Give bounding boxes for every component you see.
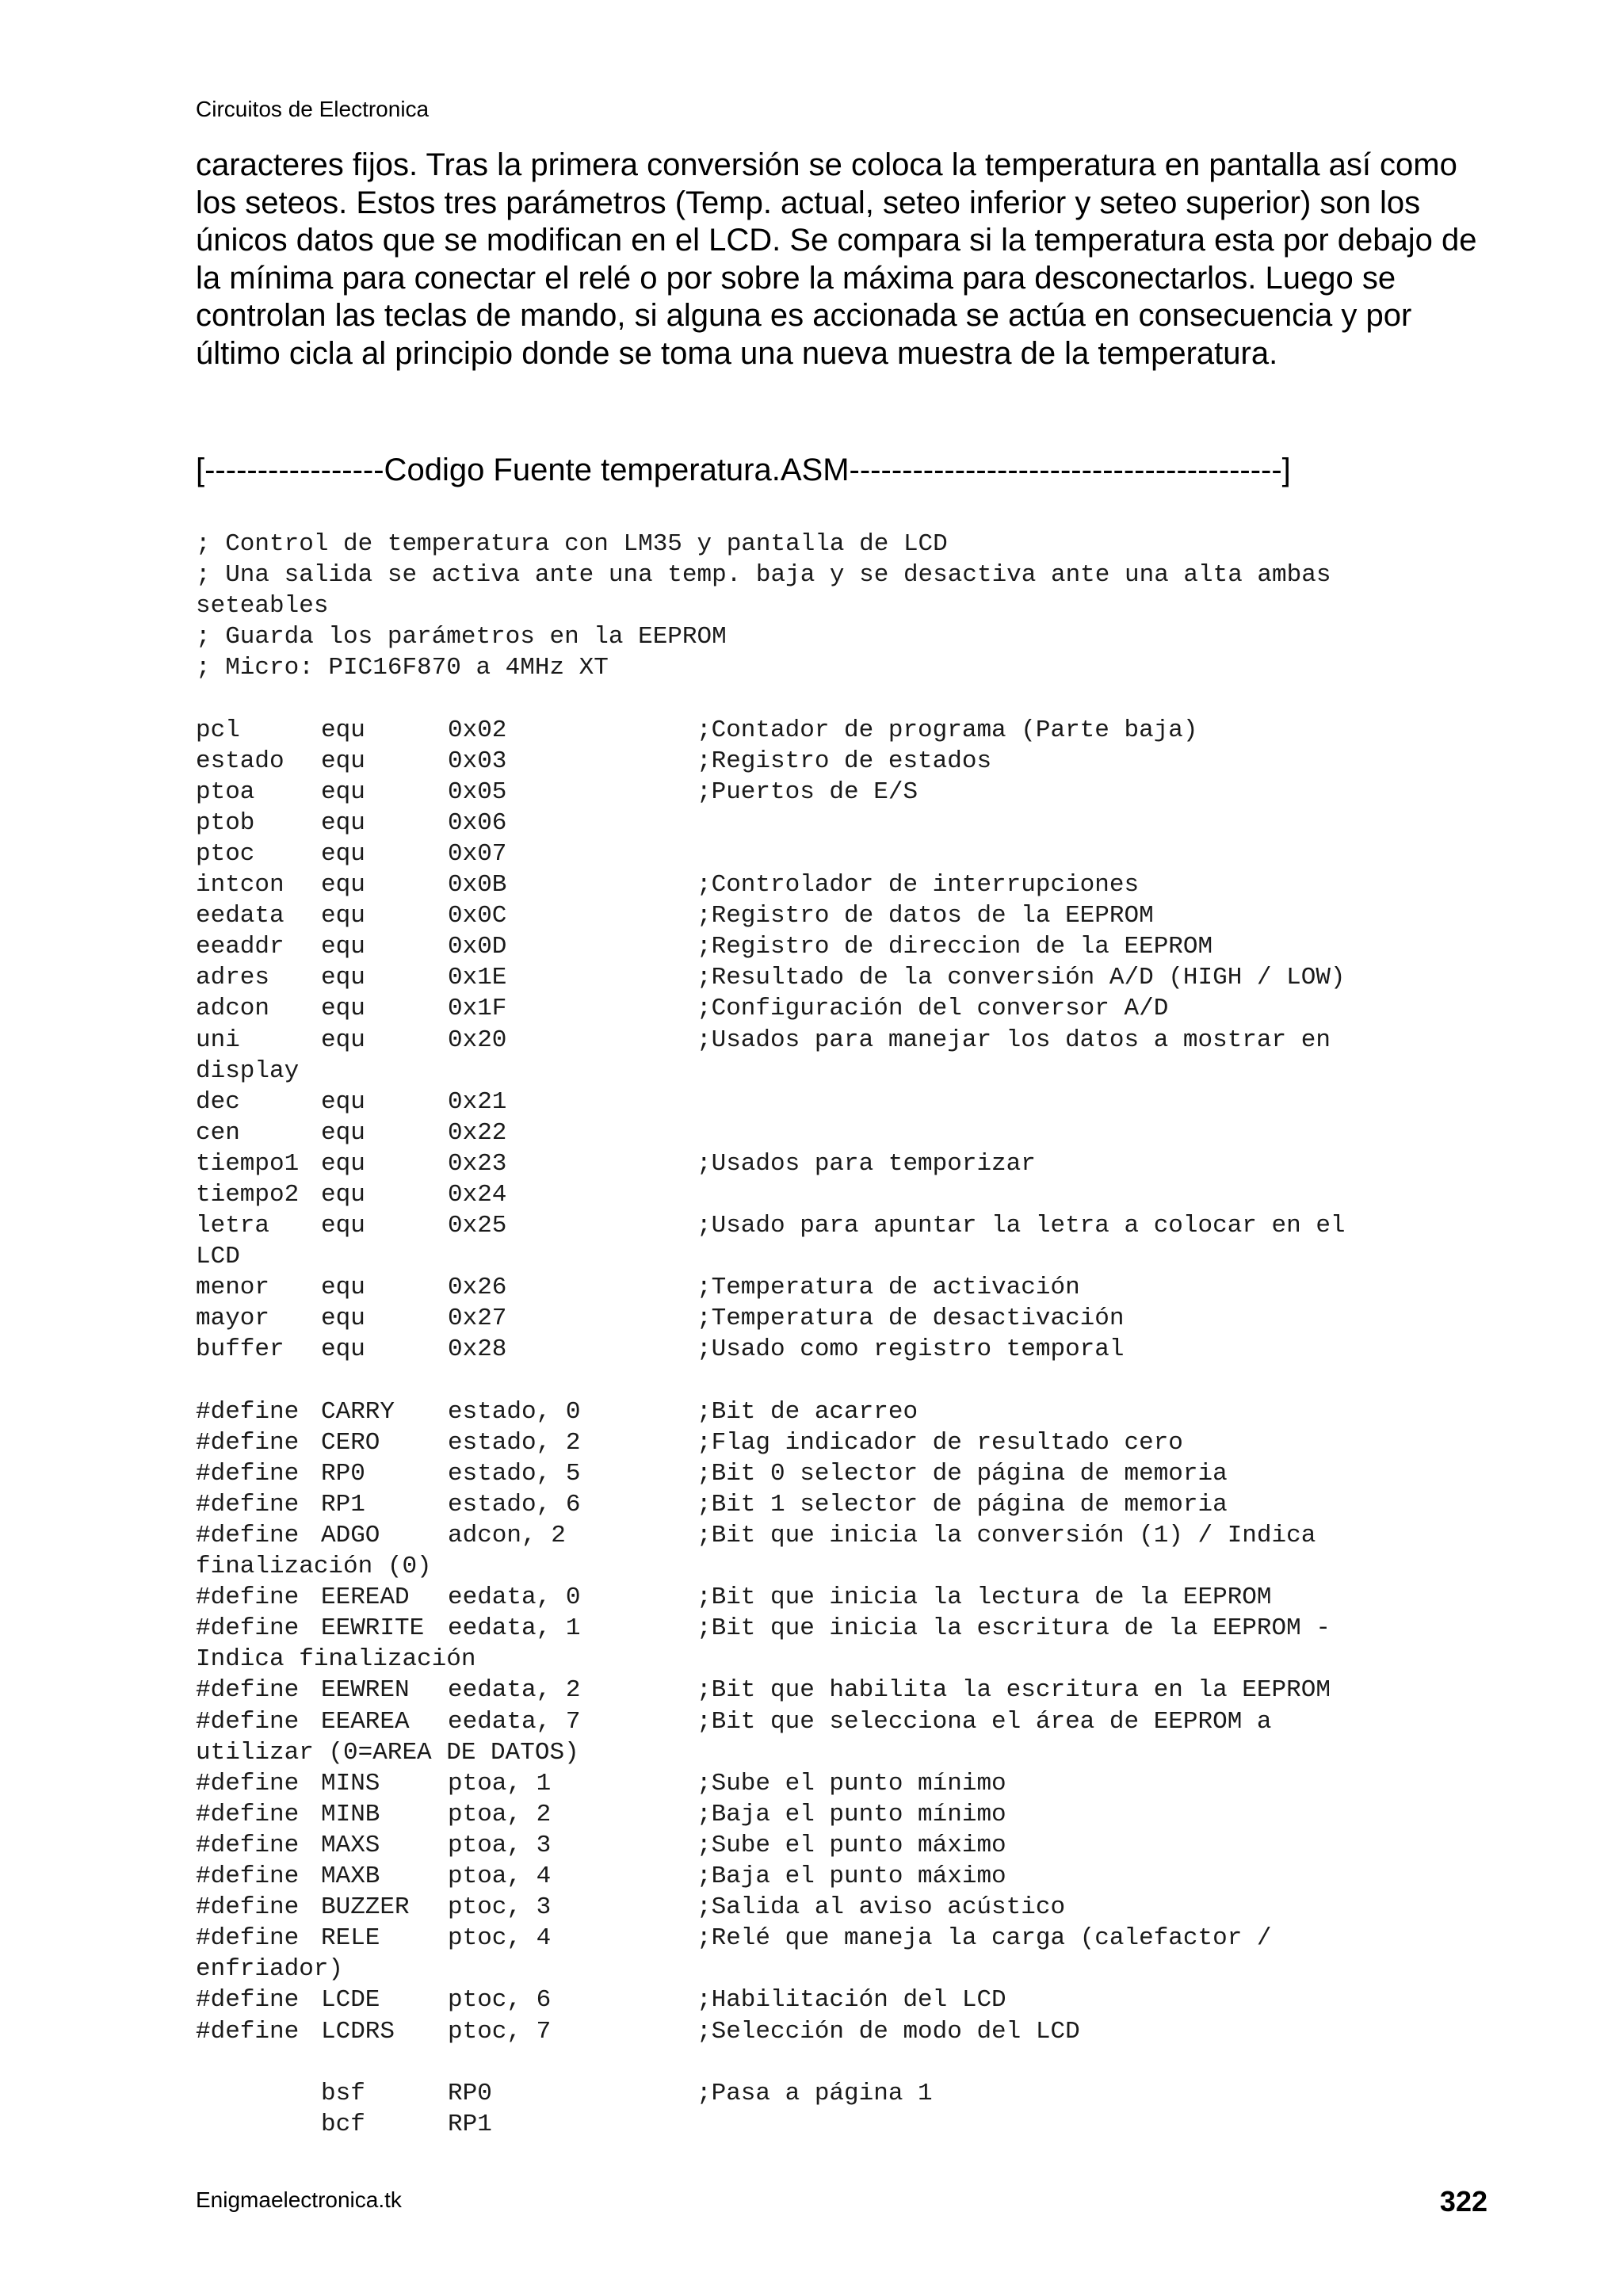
code-directive: equ (321, 1335, 365, 1364)
code-operand: ptoc, 4 (448, 1924, 552, 1953)
code-label: #define (196, 1707, 300, 1736)
code-operand: ptoa, 4 (448, 1862, 552, 1891)
code-directive: equ (321, 1212, 365, 1240)
define-line (196, 1396, 1495, 1427)
code-comment: ;Flag indicador de resultado cero (697, 1428, 1183, 1457)
define-line (196, 2016, 1495, 2047)
code-label: estado (196, 747, 285, 775)
code-directive: LCDRS (321, 2017, 395, 2046)
code-comment-line: seteables (196, 592, 329, 621)
code-comment: ;Puertos de E/S (697, 777, 918, 806)
equ-line (196, 931, 1495, 962)
code-comment: ;Baja el punto máximo (697, 1862, 1006, 1891)
code-operand: 0x21 (448, 1087, 507, 1116)
page-number: 322 (1439, 2185, 1487, 2218)
code-directive: equ (321, 808, 365, 837)
code-comment: ;Usado como registro temporal (697, 1335, 1125, 1364)
code-comment: ;Baja el punto mínimo (697, 1800, 1006, 1828)
code-label: cen (196, 1118, 240, 1147)
code-operand: 0x25 (448, 1212, 507, 1240)
code-directive: equ (321, 716, 365, 744)
equ-line (196, 839, 1495, 869)
code-directive: bcf (321, 2110, 365, 2138)
code-comment-continuation: display (196, 1056, 300, 1085)
define-line (196, 1799, 1495, 1830)
code-operand: 0x0B (448, 871, 507, 900)
code-operand: 0x06 (448, 808, 507, 837)
code-directive: CERO (321, 1428, 380, 1457)
equ-block (196, 715, 1495, 1366)
code-directive: ADGO (321, 1522, 380, 1549)
code-operand: 0x03 (448, 747, 507, 775)
code-operand: ptoc, 3 (448, 1893, 552, 1922)
code-comment: ;Usados para manejar los datos a mostrar en (697, 1026, 1331, 1054)
code-operand: 0x24 (448, 1180, 507, 1209)
code-comment: ;Registro de direccion de la EEPROM (697, 933, 1213, 961)
define-line (196, 1768, 1495, 1799)
code-comment: ;Temperatura de desactivación (697, 1305, 1125, 1333)
code-label: eeaddr (196, 933, 285, 961)
code-operand: ptoa, 1 (448, 1769, 552, 1797)
code-wrapped-line (196, 1954, 1495, 1985)
code-comment: ;Temperatura de activación (697, 1274, 1080, 1302)
instruction-line (196, 2078, 1495, 2109)
code-comment-continuation: enfriador) (196, 1955, 344, 1984)
code-label: #define (196, 1459, 300, 1488)
code-comment: ;Controlador de interrupciones (697, 871, 1140, 900)
code-wrapped-line (196, 1551, 1495, 1582)
code-section-title: [-----------------Codigo Fuente temperatura.ASM-----------------------------------------] (196, 453, 1291, 487)
code-directive: equ (321, 964, 365, 992)
code-comment-line: ; Una salida se activa ante una temp. baja y se desactiva ante una alta ambas (196, 561, 1331, 590)
code-directive: EEREAD (321, 1584, 410, 1612)
equ-line (196, 1334, 1495, 1365)
code-comment: ;Sube el punto mínimo (697, 1769, 1006, 1797)
code-comment: ;Salida al aviso acústico (697, 1893, 1066, 1922)
code-directive: equ (321, 747, 365, 775)
define-line (196, 1458, 1495, 1489)
code-label: #define (196, 1986, 300, 2015)
code-label: adres (196, 964, 270, 992)
code-operand: 0x1E (448, 964, 507, 992)
code-label: mayor (196, 1305, 270, 1333)
code-directive: equ (321, 902, 365, 930)
equ-line (196, 1087, 1495, 1117)
define-line (196, 1830, 1495, 1861)
code-operand: estado, 5 (448, 1459, 581, 1488)
code-comment: ;Configuración del conversor A/D (697, 995, 1169, 1023)
equ-line (196, 1117, 1495, 1148)
code-comment: ;Registro de datos de la EEPROM (697, 902, 1154, 930)
code-directive: equ (321, 1026, 365, 1054)
code-label: #define (196, 1614, 300, 1643)
code-operand: eedata, 1 (448, 1614, 581, 1643)
define-line (196, 1861, 1495, 1892)
code-comment: ;Habilitación del LCD (697, 1986, 1006, 2015)
code-directive: equ (321, 777, 365, 806)
code-operand: estado, 0 (448, 1397, 581, 1426)
footer-site: Enigmaelectronica.tk (196, 2187, 402, 2212)
code-operand: 0x0D (448, 933, 507, 961)
code-label: #define (196, 1924, 300, 1953)
code-wrapped-line (196, 1644, 1495, 1675)
code-directive: equ (321, 839, 365, 868)
code-directive: RP0 (321, 1459, 365, 1488)
code-label: ptoa (196, 777, 255, 806)
code-operand: 0x1F (448, 995, 507, 1023)
code-operand: ptoa, 3 (448, 1831, 552, 1859)
code-wrapped-line (196, 1241, 1495, 1272)
code-comment: ;Relé que maneja la carga (calefactor / (697, 1924, 1272, 1953)
equ-line (196, 1148, 1495, 1179)
code-comment: ;Contador de programa (Parte baja) (697, 716, 1198, 744)
code-operand: 0x28 (448, 1335, 507, 1364)
code-operand: ptoc, 6 (448, 1986, 552, 2015)
code-comment-line: ; Control de temperatura con LM35 y pantalla de LCD (196, 530, 948, 558)
code-label: menor (196, 1274, 270, 1302)
define-line (196, 1923, 1495, 1954)
instruction-block (196, 2078, 1495, 2140)
define-line (196, 1706, 1495, 1737)
code-comment: ;Selección de modo del LCD (697, 2017, 1080, 2046)
code-label: intcon (196, 871, 285, 900)
code-label: #define (196, 1584, 300, 1612)
code-comment: ;Bit 1 selector de página de memoria (697, 1490, 1228, 1519)
code-label: tiempo2 (196, 1180, 300, 1209)
define-block (196, 1396, 1495, 2047)
code-label: dec (196, 1087, 240, 1116)
code-directive: MAXB (321, 1862, 380, 1891)
code-operand: eedata, 0 (448, 1584, 581, 1612)
code-directive: CARRY (321, 1397, 395, 1426)
equ-line (196, 777, 1495, 808)
code-operand: 0x0C (448, 902, 507, 930)
code-operand: RP0 (448, 2079, 492, 2107)
equ-line (196, 993, 1495, 1024)
code-comment: ;Bit que habilita la escritura en la EEPROM (697, 1676, 1331, 1705)
code-label: eedata (196, 902, 285, 930)
code-directive: bsf (321, 2079, 365, 2107)
define-line (196, 1427, 1495, 1458)
body-paragraph: caracteres fijos. Tras la primera conversión se coloca la temperatura en pantalla así como los seteos. Estos tres parámetros (Temp. actual, seteo inferior y seteo superior) son los únicos datos que se modifican en el LCD. Se compara si la temperatura esta por debajo de la mínima para conectar el relé o por sobre la máxima para desconectarlos. Luego se controlan las teclas de mando, si alguna es accionada se actúa en consecuencia y por último cicla al principio donde se toma una nueva muestra de la temperatura. (196, 147, 1477, 371)
define-line (196, 1489, 1495, 1520)
code-label: #define (196, 1428, 300, 1457)
code-operand: adcon, 2 (448, 1522, 566, 1549)
blank-line (196, 2047, 1495, 2078)
code-directive: EEWRITE (321, 1614, 425, 1643)
equ-line (196, 869, 1495, 900)
code-operand: 0x23 (448, 1149, 507, 1178)
code-directive: RELE (321, 1924, 380, 1953)
code-operand: estado, 6 (448, 1490, 581, 1519)
code-label: buffer (196, 1335, 285, 1364)
code-comment: ;Bit que inicia la escritura de la EEPROM - (697, 1614, 1331, 1643)
code-operand: eedata, 7 (448, 1707, 581, 1736)
code-comment: ;Bit que inicia la conversión (1) / Indica (697, 1522, 1316, 1549)
code-directive: MINB (321, 1800, 380, 1828)
equ-line (196, 746, 1495, 777)
code-operand: 0x02 (448, 716, 507, 744)
code-label: pcl (196, 716, 240, 744)
code-directive: equ (321, 933, 365, 961)
code-comment: ;Registro de estados (697, 747, 992, 775)
equ-line (196, 900, 1495, 931)
code-label: #define (196, 1893, 300, 1922)
page-header: Circuitos de Electronica (196, 97, 430, 121)
code-directive: equ (321, 1118, 365, 1147)
equ-line (196, 962, 1495, 993)
code-label: #define (196, 1800, 300, 1828)
code-label: #define (196, 1676, 300, 1705)
code-operand: 0x22 (448, 1118, 507, 1147)
code-label: #define (196, 1522, 300, 1549)
code-operand: 0x05 (448, 777, 507, 806)
code-label: #define (196, 2017, 300, 2046)
define-line (196, 1892, 1495, 1923)
instruction-line (196, 2109, 1495, 2140)
equ-line (196, 1272, 1495, 1303)
code-label: tiempo1 (196, 1149, 300, 1178)
code-comment: ;Pasa a página 1 (697, 2079, 933, 2107)
code-directive: LCDE (321, 1986, 380, 2015)
source-code-listing (196, 529, 1495, 2140)
code-comment: ;Sube el punto máximo (697, 1831, 1006, 1859)
define-line (196, 1675, 1495, 1706)
code-directive: MINS (321, 1769, 380, 1797)
code-directive: equ (321, 1087, 365, 1116)
define-line (196, 1582, 1495, 1613)
code-comment: ;Bit que selecciona el área de EEPROM a (697, 1707, 1272, 1736)
code-label: ptob (196, 808, 255, 837)
code-label: uni (196, 1026, 240, 1054)
code-wrapped-line (196, 1056, 1495, 1087)
code-operand: ptoa, 2 (448, 1800, 552, 1828)
define-line (196, 1985, 1495, 2015)
code-comment: ;Bit de acarreo (697, 1397, 918, 1426)
code-wrapped-line (196, 1737, 1495, 1768)
code-comment-line: ; Guarda los parámetros en la EEPROM (196, 623, 727, 651)
code-operand: estado, 2 (448, 1428, 581, 1457)
equ-line (196, 1025, 1495, 1056)
code-directive: equ (321, 1274, 365, 1302)
code-comment: ;Usado para apuntar la letra a colocar en el (697, 1212, 1346, 1240)
code-directive: MAXS (321, 1831, 380, 1859)
code-comment-line: ; Micro: PIC16F870 a 4MHz XT (196, 654, 609, 682)
code-directive: EEWREN (321, 1676, 410, 1705)
equ-line (196, 715, 1495, 746)
code-comment: ;Usados para temporizar (697, 1149, 1036, 1178)
equ-line (196, 1210, 1495, 1241)
code-label: #define (196, 1397, 300, 1426)
code-directive: EEAREA (321, 1707, 410, 1736)
code-comment: ;Bit 0 selector de página de memoria (697, 1459, 1228, 1488)
define-line (196, 1613, 1495, 1644)
code-label: ptoc (196, 839, 255, 868)
define-line (196, 1520, 1495, 1551)
code-operand: ptoc, 7 (448, 2017, 552, 2046)
code-comment-continuation: finalización (0) (196, 1553, 432, 1581)
equ-line (196, 808, 1495, 839)
blank-line (196, 683, 1495, 714)
code-label: #define (196, 1769, 300, 1797)
code-directive: equ (321, 1180, 365, 1209)
code-comment-continuation: utilizar (0=AREA DE DATOS) (196, 1738, 579, 1767)
code-label: adcon (196, 995, 270, 1023)
code-operand: eedata, 2 (448, 1676, 581, 1705)
equ-line (196, 1303, 1495, 1334)
code-operand: 0x20 (448, 1026, 507, 1054)
code-label: letra (196, 1212, 270, 1240)
code-directive: equ (321, 1305, 365, 1333)
code-directive: BUZZER (321, 1893, 410, 1922)
code-label: #define (196, 1831, 300, 1859)
code-directive: equ (321, 995, 365, 1023)
code-comment-continuation: Indica finalización (196, 1645, 476, 1674)
code-directive: equ (321, 871, 365, 900)
code-label: #define (196, 1490, 300, 1519)
code-operand: 0x07 (448, 839, 507, 868)
code-directive: equ (321, 1149, 365, 1178)
code-operand: 0x26 (448, 1274, 507, 1302)
code-comment: ;Resultado de la conversión A/D (HIGH / LOW) (697, 964, 1346, 992)
code-label: #define (196, 1862, 300, 1891)
code-directive: RP1 (321, 1490, 365, 1519)
equ-line (196, 1179, 1495, 1210)
code-comment-continuation: LCD (196, 1243, 240, 1271)
code-operand: 0x27 (448, 1305, 507, 1333)
code-comment: ;Bit que inicia la lectura de la EEPROM (697, 1584, 1272, 1612)
blank-line (196, 1366, 1495, 1396)
code-operand: RP1 (448, 2110, 492, 2138)
